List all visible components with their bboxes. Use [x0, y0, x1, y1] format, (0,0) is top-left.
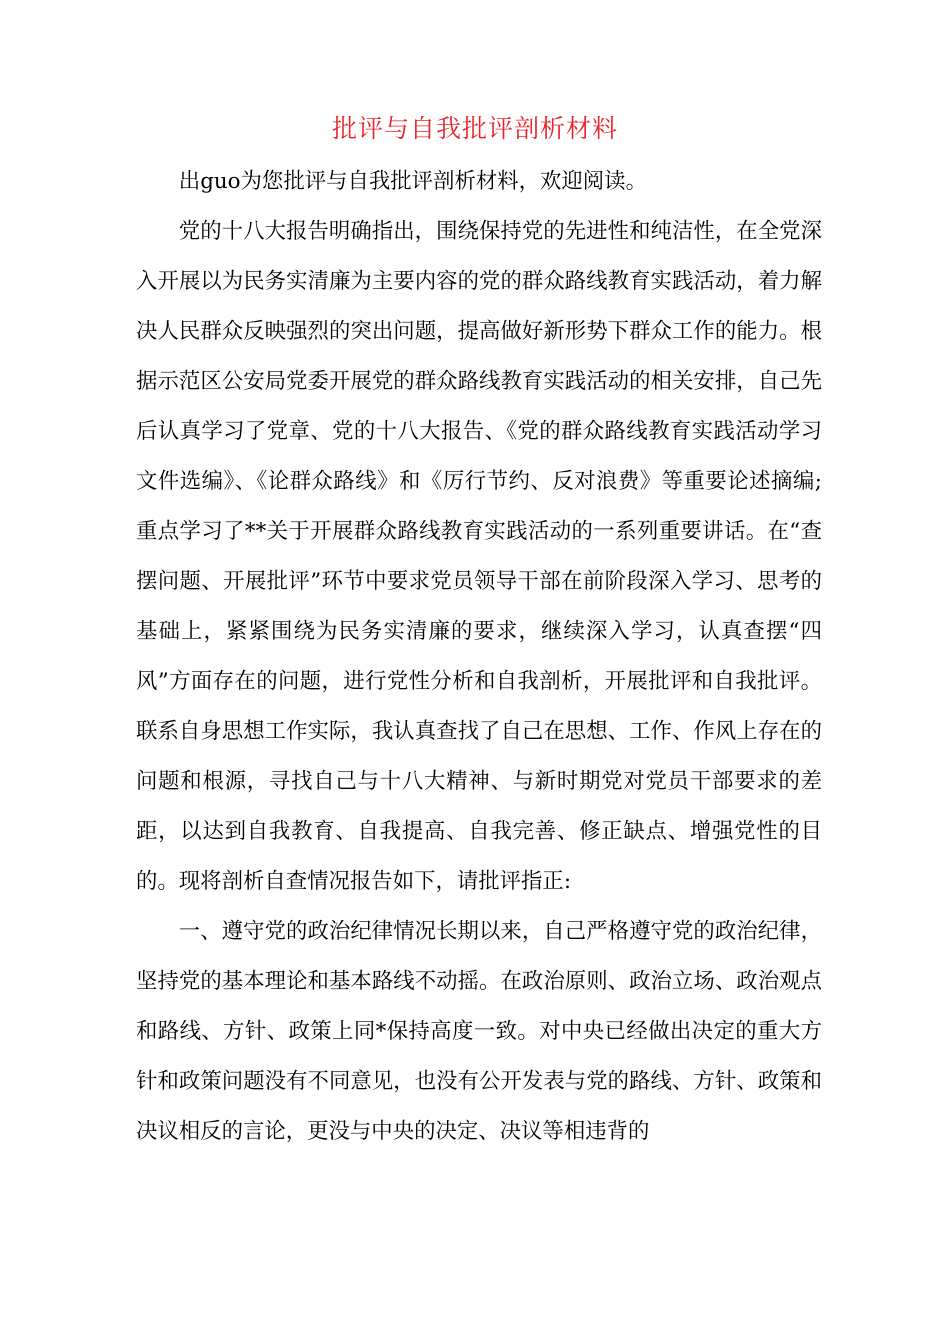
document-title: 批评与自我批评剖析材料 — [331, 114, 618, 143]
intro-paragraph: 出guo为您批评与自我批评剖析材料，欢迎阅读。 — [178, 169, 647, 194]
document-body — [136, 157, 822, 1157]
body-paragraph-2: 一、遵守党的政治纪律情况长期以来，自己严格遵守党的政治纪律，坚持党的基本理论和基本路线不动摇。在政治原则、政治立场、政治观点和路线、方针、政策上同*保持高度一致。对中央已经做出决定的重大方针和政策问题没有不同意见，也没有公开发表与党的路线、方针、政策和决议相反的言论，更没与中央的决定、决议等相违背的 — [136, 919, 822, 1144]
body-paragraph-1: 党的十八大报告明确指出，围绕保持党的先进性和纯洁性，在全党深入开展以为民务实清廉为主要内容的党的群众路线教育实践活动，着力解决人民群众反映强烈的突出问题，提高做好新形势下群众工作的能力。根据示范区公安局党委开展党的群众路线教育实践活动的相关安排，自己先后认真学习了党章、党的十八大报告、《党的群众路线教育实践活动学习文件选编》、《论群众路线》和《厉行节约、反对浪费》等重要论述摘编;重点学习了**关于开展群众路线教育实践活动的一系列重要讲话。在“查摆问题、开展批评”环节中要求党员领导干部在前阶段深入学习、思考的基础上，紧紧围绕为民务实清廉的要求，继续深入学习，认真查摆“四风”方面存在的问题，进行党性分析和自我剖析，开展批评和自我批评。联系自身思想工作实际，我认真查找了自己在思想、工作、作风上存在的问题和根源，寻找自己与十八大精神、与新时期党对党员干部要求的差距，以达到自我教育、自我提高、自我完善、修正缺点、增强党性的目的。现将剖析自查情况报告如下，请批评指正: — [136, 219, 822, 894]
